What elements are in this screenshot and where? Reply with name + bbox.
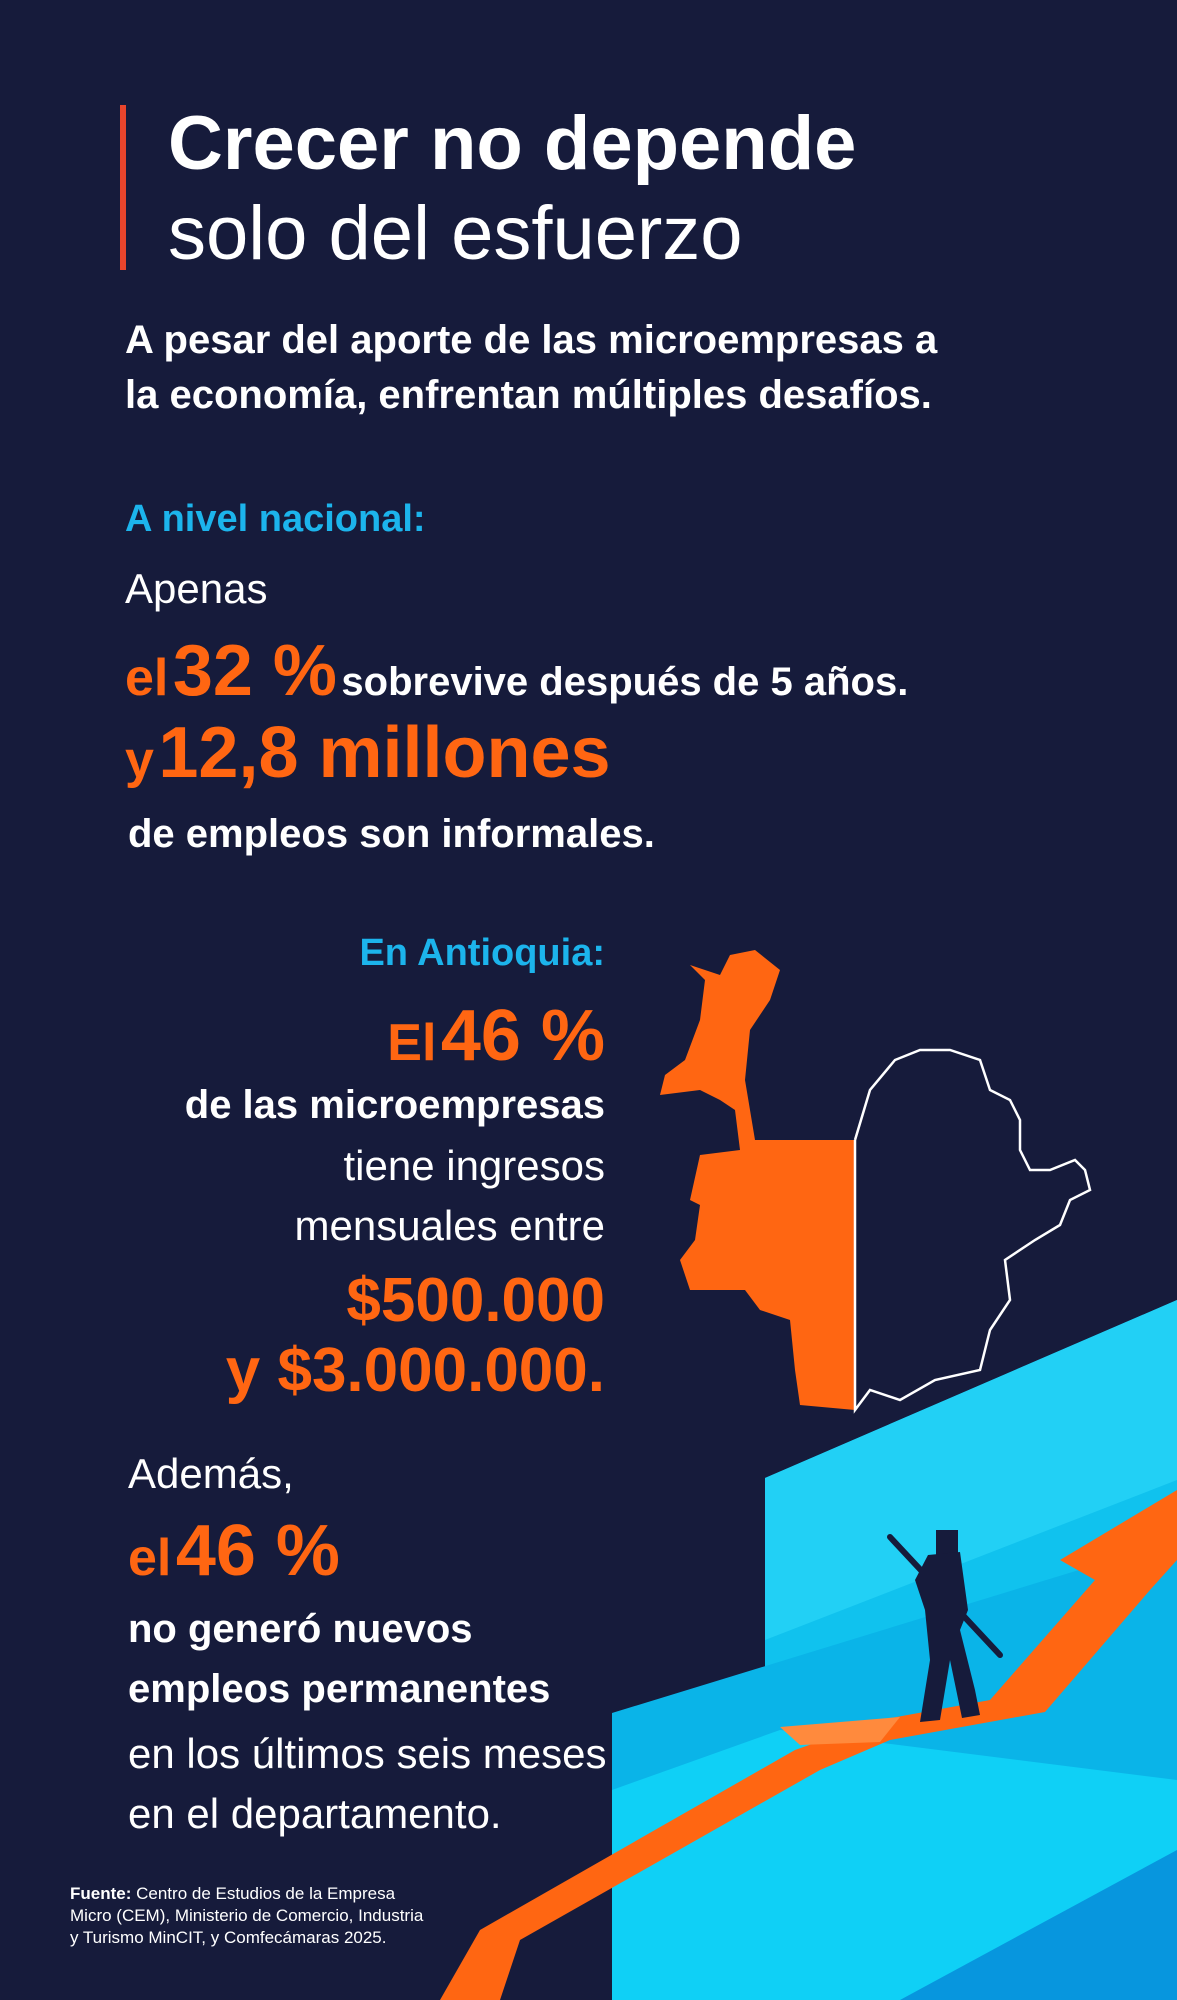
additional-stat — [128, 1510, 340, 1592]
national-intro: Apenas — [125, 565, 268, 612]
antioquia-line2: tiene ingresos — [343, 1142, 605, 1189]
source-line1: Centro de Estudios de la Empresa — [136, 1884, 396, 1903]
antioquia-stat-value: 46 % — [440, 996, 605, 1076]
national-stat2 — [125, 712, 611, 794]
stat1-value: 32 % — [172, 631, 337, 711]
national-heading: A nivel nacional: — [125, 498, 426, 540]
source-footer — [70, 1883, 423, 1949]
antioquia-map — [660, 950, 1090, 1410]
national-stat1 — [125, 630, 908, 712]
additional-line4: en el departamento. — [128, 1790, 502, 1837]
antioquia-heading: En Antioquia: — [359, 932, 605, 974]
subtitle-line2: la economía, enfrentan múltiples desafíos. — [125, 373, 932, 417]
source-line3: y Turismo MinCIT, y Comfecámaras 2025. — [70, 1928, 387, 1947]
source-line2: Micro (CEM), Ministerio de Comercio, Industria — [70, 1906, 424, 1925]
stat2-suffix: de empleos son informales. — [128, 812, 655, 856]
title-accent-bar — [120, 105, 126, 270]
stat1-suffix: sobrevive después de 5 años. — [341, 660, 909, 704]
antioquia-stat — [387, 995, 605, 1077]
antioquia-amount2: y $3.000.000. — [225, 1336, 605, 1405]
stat1-prefix: el — [125, 649, 169, 707]
antioquia-stat-prefix: El — [387, 1014, 437, 1072]
subtitle-line1: A pesar del aporte de las microempresas a — [125, 318, 938, 362]
source-label: Fuente: — [70, 1884, 132, 1903]
antioquia-line1: de las microempresas — [184, 1083, 605, 1127]
additional-stat-value: 46 % — [175, 1511, 340, 1591]
title-line2: solo del esfuerzo — [168, 191, 743, 276]
antioquia-line3: mensuales entre — [294, 1202, 605, 1249]
additional-intro: Además, — [128, 1450, 294, 1497]
additional-stat-prefix: el — [128, 1529, 172, 1587]
antioquia-amount1: $500.000 — [346, 1266, 605, 1335]
stat2-value: 12,8 millones — [158, 713, 611, 793]
title-line1: Crecer no depende — [168, 101, 857, 186]
additional-line3: en los últimos seis meses — [128, 1730, 607, 1777]
stat2-prefix: y — [125, 731, 154, 789]
additional-line1: no generó nuevos — [128, 1607, 473, 1651]
additional-line2: empleos permanentes — [128, 1667, 551, 1711]
